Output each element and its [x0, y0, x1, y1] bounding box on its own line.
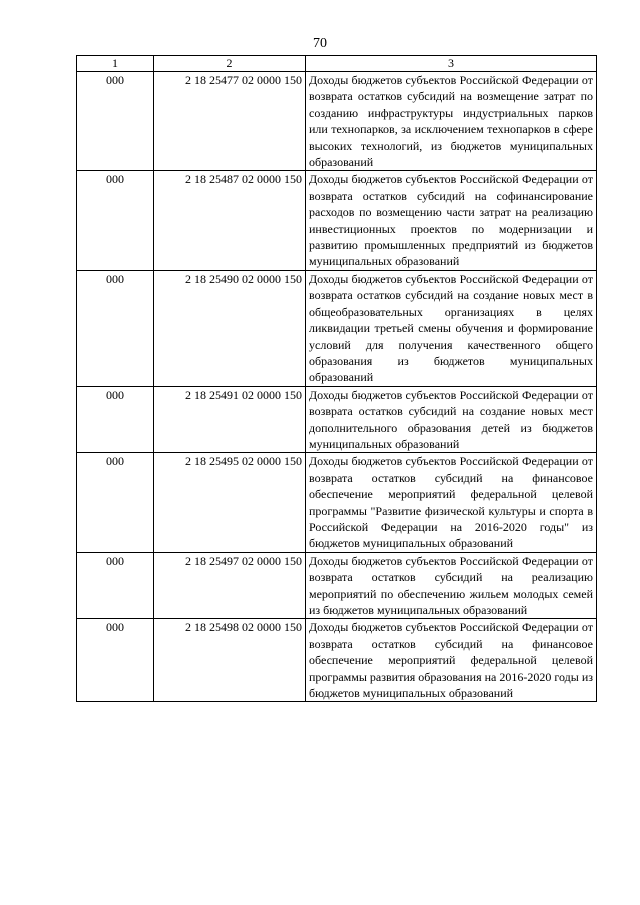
budget-code-cell: 2 18 25477 02 0000 150 [154, 72, 306, 171]
admin-code-cell: 000 [77, 552, 154, 619]
budget-code-cell: 2 18 25497 02 0000 150 [154, 552, 306, 619]
admin-code-cell: 000 [77, 171, 154, 270]
admin-code-cell: 000 [77, 270, 154, 386]
column-header-2: 2 [154, 56, 306, 72]
column-header-3: 3 [306, 56, 597, 72]
budget-code-cell: 2 18 25498 02 0000 150 [154, 619, 306, 702]
budget-code-cell: 2 18 25490 02 0000 150 [154, 270, 306, 386]
budget-revenue-table [76, 55, 597, 702]
admin-code-cell: 000 [77, 72, 154, 171]
table-row [77, 552, 597, 619]
budget-code-cell: 2 18 25487 02 0000 150 [154, 171, 306, 270]
revenue-name-cell: Доходы бюджетов субъектов Российской Федерации от возврата остатков субсидий на финансовое обеспечение мероприятий федеральной целевой программы "Развитие физической культуры и спорта в Российской Федерации на 2016-2020 годы" из бюджетов муниципальных образований [306, 453, 597, 552]
revenue-name-cell: Доходы бюджетов субъектов Российской Федерации от возврата остатков субсидий на возмещение затрат по созданию инфраструктуры индустриальных парков или технопарков, за исключением технопарков в сфере высоких технологий, из бюджетов муниципальных образований [306, 72, 597, 171]
table-row [77, 386, 597, 453]
table-row [77, 270, 597, 386]
admin-code-cell: 000 [77, 619, 154, 702]
budget-code-cell: 2 18 25495 02 0000 150 [154, 453, 306, 552]
revenue-name-cell: Доходы бюджетов субъектов Российской Федерации от возврата остатков субсидий на финансовое обеспечение мероприятий федеральной целевой программы развития образования на 2016-2020 годы из бюджетов муниципальных образований [306, 619, 597, 702]
table-row [77, 619, 597, 702]
table-row [77, 72, 597, 171]
page-number: 70 [313, 36, 327, 51]
budget-code-cell: 2 18 25491 02 0000 150 [154, 386, 306, 453]
revenue-name-cell: Доходы бюджетов субъектов Российской Федерации от возврата остатков субсидий на софинансирование расходов по возмещению части затрат на реализацию инвестиционных проектов по модернизации и развитию промышленных предприятий из бюджетов муниципальных образований [306, 171, 597, 270]
revenue-name-cell: Доходы бюджетов субъектов Российской Федерации от возврата остатков субсидий на реализацию мероприятий по обеспечению жильем молодых семей из бюджетов муниципальных образований [306, 552, 597, 619]
admin-code-cell: 000 [77, 453, 154, 552]
column-header-1: 1 [77, 56, 154, 72]
table-row [77, 453, 597, 552]
revenue-name-cell: Доходы бюджетов субъектов Российской Федерации от возврата остатков субсидий на создание новых мест в общеобразовательных организациях в целях ликвидации третьей смены обучения и формирование условий для получения качественного общего образования из бюджетов муниципальных образований [306, 270, 597, 386]
table-row [77, 171, 597, 270]
table-header-row [77, 56, 597, 72]
revenue-name-cell: Доходы бюджетов субъектов Российской Федерации от возврата остатков субсидий на создание новых мест дополнительного образования детей из бюджетов муниципальных образований [306, 386, 597, 453]
admin-code-cell: 000 [77, 386, 154, 453]
